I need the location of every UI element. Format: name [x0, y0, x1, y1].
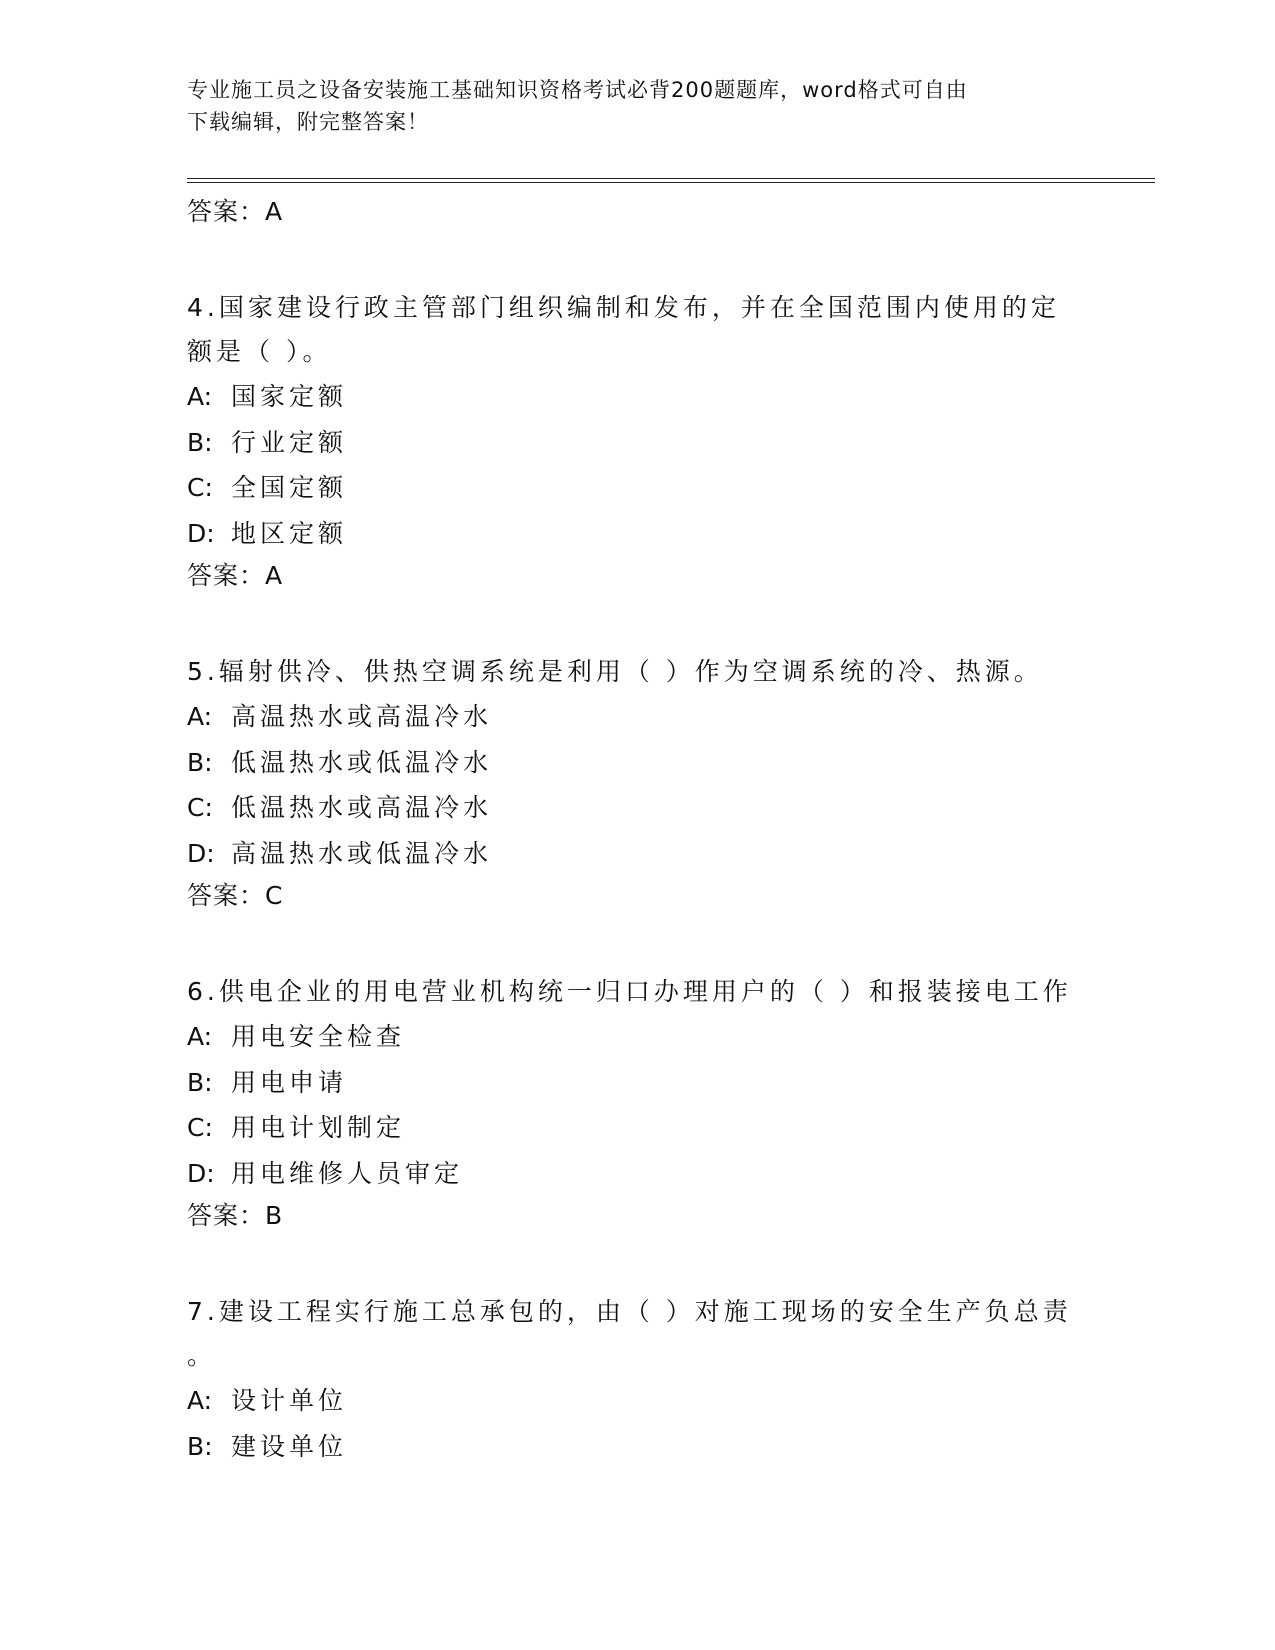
option-letter: B:	[187, 1431, 213, 1461]
option-text: 低温热水或低温冷水	[231, 747, 493, 777]
option-text: 高温热水或低温冷水	[231, 838, 493, 868]
stem-line: 6.供电企业的用电营业机构统一归口办理用户的（ ）和报装接电工作	[187, 977, 1072, 1006]
option-b	[187, 1424, 1087, 1470]
header-line-1: 专业施工员之设备安装施工基础知识资格考试必背200题题库，word格式可自由	[187, 78, 968, 102]
page-header	[187, 74, 1087, 138]
stem-line: 7.建设工程实行施工总承包的，由（ ）对施工现场的安全生产负总责	[187, 1297, 1072, 1326]
option-text: 高温热水或高温冷水	[231, 702, 493, 731]
option-letter: A:	[187, 1386, 213, 1415]
option-text: 行业定额	[231, 427, 348, 457]
stem-line: 。	[187, 1341, 217, 1370]
option-text: 用电维修人员审定	[231, 1158, 464, 1188]
question-6	[187, 970, 1087, 1236]
option-letter: C:	[187, 473, 213, 502]
question-stem	[187, 650, 1087, 694]
option-d	[187, 831, 1087, 877]
option-text: 国家定额	[231, 382, 348, 411]
option-text: 用电安全检查	[231, 1022, 406, 1051]
question-5	[187, 650, 1087, 916]
option-b	[187, 740, 1087, 786]
option-letter: B:	[187, 427, 213, 457]
document-body	[187, 190, 1087, 1469]
option-b	[187, 1060, 1087, 1106]
question-stem	[187, 1290, 1087, 1378]
stem-line: 4.国家建设行政主管部门组织编制和发布，并在全国范围内使用的定	[187, 293, 1060, 322]
option-letter: B:	[187, 747, 213, 777]
option-letter: A:	[187, 1022, 213, 1051]
option-text: 设计单位	[231, 1386, 348, 1415]
option-letter: D:	[187, 1158, 215, 1188]
option-a	[187, 374, 1087, 420]
option-letter: C:	[187, 793, 213, 822]
stem-line: 额是（ ）。	[187, 337, 332, 366]
option-text: 用电申请	[231, 1067, 348, 1097]
option-d	[187, 511, 1087, 557]
answer-prev-question: 答案：A	[187, 197, 284, 226]
option-c	[187, 785, 1087, 831]
answer: 答案：B	[187, 1201, 284, 1230]
answer: 答案：C	[187, 881, 284, 910]
answer: 答案：A	[187, 561, 284, 590]
option-letter: A:	[187, 382, 213, 411]
option-c	[187, 465, 1087, 511]
option-text: 用电计划制定	[231, 1113, 406, 1142]
header-line-2: 下载编辑，附完整答案！	[187, 110, 429, 134]
option-a	[187, 694, 1087, 740]
option-c	[187, 1105, 1087, 1151]
option-text: 全国定额	[231, 473, 348, 502]
option-letter: B:	[187, 1067, 213, 1097]
question-stem	[187, 970, 1087, 1014]
option-text: 建设单位	[231, 1431, 348, 1461]
question-7	[187, 1290, 1087, 1469]
option-d	[187, 1151, 1087, 1197]
option-letter: C:	[187, 1113, 213, 1142]
option-b	[187, 420, 1087, 466]
option-text: 地区定额	[231, 518, 348, 548]
option-text: 低温热水或高温冷水	[231, 793, 493, 822]
question-stem	[187, 286, 1087, 374]
option-a	[187, 1014, 1087, 1060]
option-letter: D:	[187, 518, 215, 548]
header-divider	[187, 178, 1155, 183]
option-letter: A:	[187, 702, 213, 731]
question-4	[187, 286, 1087, 596]
option-letter: D:	[187, 838, 215, 868]
stem-line: 5.辐射供冷、供热空调系统是利用（ ）作为空调系统的冷、热源。	[187, 657, 1043, 686]
option-a	[187, 1378, 1087, 1424]
